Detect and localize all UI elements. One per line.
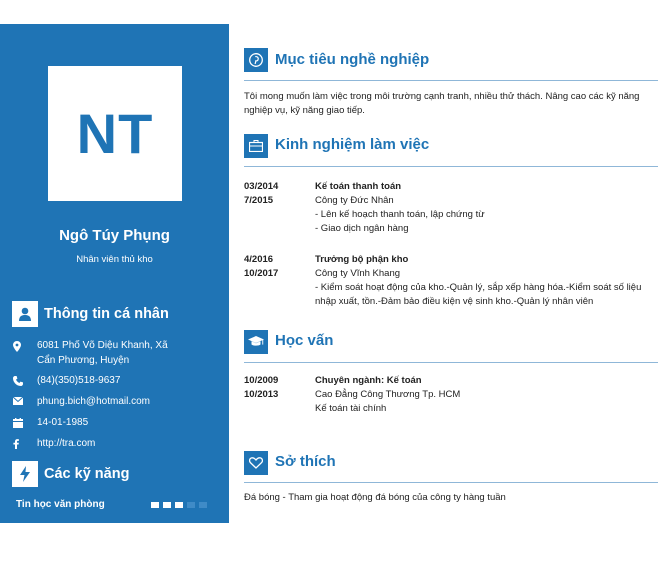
skill-dot <box>151 502 159 508</box>
personal-info-header <box>12 301 169 327</box>
school-name: Cao Đẳng Công Thương Tp. HCM <box>315 389 461 400</box>
education-heading: Học vấn <box>275 332 334 349</box>
experience-body <box>315 180 665 236</box>
experience-heading: Kinh nghiệm làm việc <box>275 136 430 153</box>
map-marker-icon <box>13 338 37 368</box>
experience-dates <box>244 253 304 281</box>
graduation-cap-icon <box>244 330 268 354</box>
profile-name: Ngô Túy Phụng <box>59 227 170 244</box>
experience-body <box>315 253 660 309</box>
end-date: 10/2013 <box>244 389 279 400</box>
skills-header <box>12 461 129 487</box>
address-text: 6081 Phố Võ Diệu Khanh, Xã Cẩn Phương, Huyện <box>37 340 168 366</box>
company-name: Công ty Vĩnh Khang <box>315 268 401 279</box>
job-title: Trưởng bộ phận kho <box>315 254 409 265</box>
education-dates <box>244 374 304 402</box>
job-description: - Giao dịch ngân hàng <box>315 223 409 234</box>
website-row <box>13 436 217 451</box>
website-link[interactable]: http://tra.com <box>37 438 96 449</box>
email-row <box>13 394 217 409</box>
personal-info-heading: Thông tin cá nhân <box>44 306 169 322</box>
sidebar <box>0 24 229 523</box>
divider <box>244 80 658 81</box>
skills-heading: Các kỹ năng <box>44 466 130 482</box>
phone-icon <box>13 373 37 388</box>
lightning-icon <box>12 461 38 487</box>
phone-row <box>13 373 217 388</box>
avatar-initials: NT <box>76 102 154 165</box>
company-name: Công ty Đức Nhân <box>315 195 394 206</box>
job-description: - Kiểm soát hoạt động của kho.-Quản lý, sắp xếp hàng hóa.-Kiểm soát số liệu nhập xuất, tồn.-Đảm bảo điều kiện vệ sinh kho.-Quản lý nhân viên <box>315 282 642 307</box>
skill-level <box>151 502 211 508</box>
end-date: 7/2015 <box>244 195 274 206</box>
email-link[interactable]: phung.bich@hotmail.com <box>37 396 150 407</box>
objective-heading: Mục tiêu nghề nghiệp <box>275 51 430 68</box>
major: Chuyên ngành: Kế toán <box>315 375 422 386</box>
heart-icon <box>244 451 268 475</box>
education-body <box>315 374 665 416</box>
envelope-icon <box>13 394 37 409</box>
start-date: 10/2009 <box>244 375 279 386</box>
job-description: - Lên kế hoạch thanh toán, lập chứng từ <box>315 209 485 220</box>
phone-text: (84)(350)518-9637 <box>37 375 121 386</box>
job-title: Kế toán thanh toán <box>315 181 402 192</box>
hobbies-heading: Sở thích <box>275 453 336 470</box>
education-note: Kế toán tài chính <box>315 403 387 414</box>
skill-dot <box>187 502 195 508</box>
end-date: 10/2017 <box>244 268 279 279</box>
hobbies-text: Đá bóng - Tham gia hoạt động đá bóng của công ty hàng tuần <box>244 492 506 503</box>
skill-dot <box>163 502 171 508</box>
profile-role: Nhân viên thủ kho <box>76 254 153 265</box>
divider <box>244 362 658 363</box>
user-icon <box>12 301 38 327</box>
skill-dot <box>199 502 207 508</box>
divider <box>244 166 658 167</box>
objective-text: Tôi mong muốn làm việc trong môi trường cạnh tranh, nhiều thử thách. Nâng cao các kỹ năng nghiệp vụ, kỹ năng giao tiếp. <box>244 91 640 116</box>
birthday-text: 14-01-1985 <box>37 417 89 428</box>
skill-dot <box>175 502 183 508</box>
facebook-icon <box>13 436 37 451</box>
avatar <box>48 66 182 201</box>
divider <box>244 482 658 483</box>
birthday-row <box>13 415 217 430</box>
skill-name: Tin học văn phòng <box>16 499 105 510</box>
briefcase-icon <box>244 134 268 158</box>
start-date: 4/2016 <box>244 254 274 265</box>
calendar-icon <box>13 415 37 430</box>
pinterest-icon <box>244 48 268 72</box>
experience-dates <box>244 180 304 208</box>
address-row <box>13 338 187 368</box>
start-date: 03/2014 <box>244 181 279 192</box>
